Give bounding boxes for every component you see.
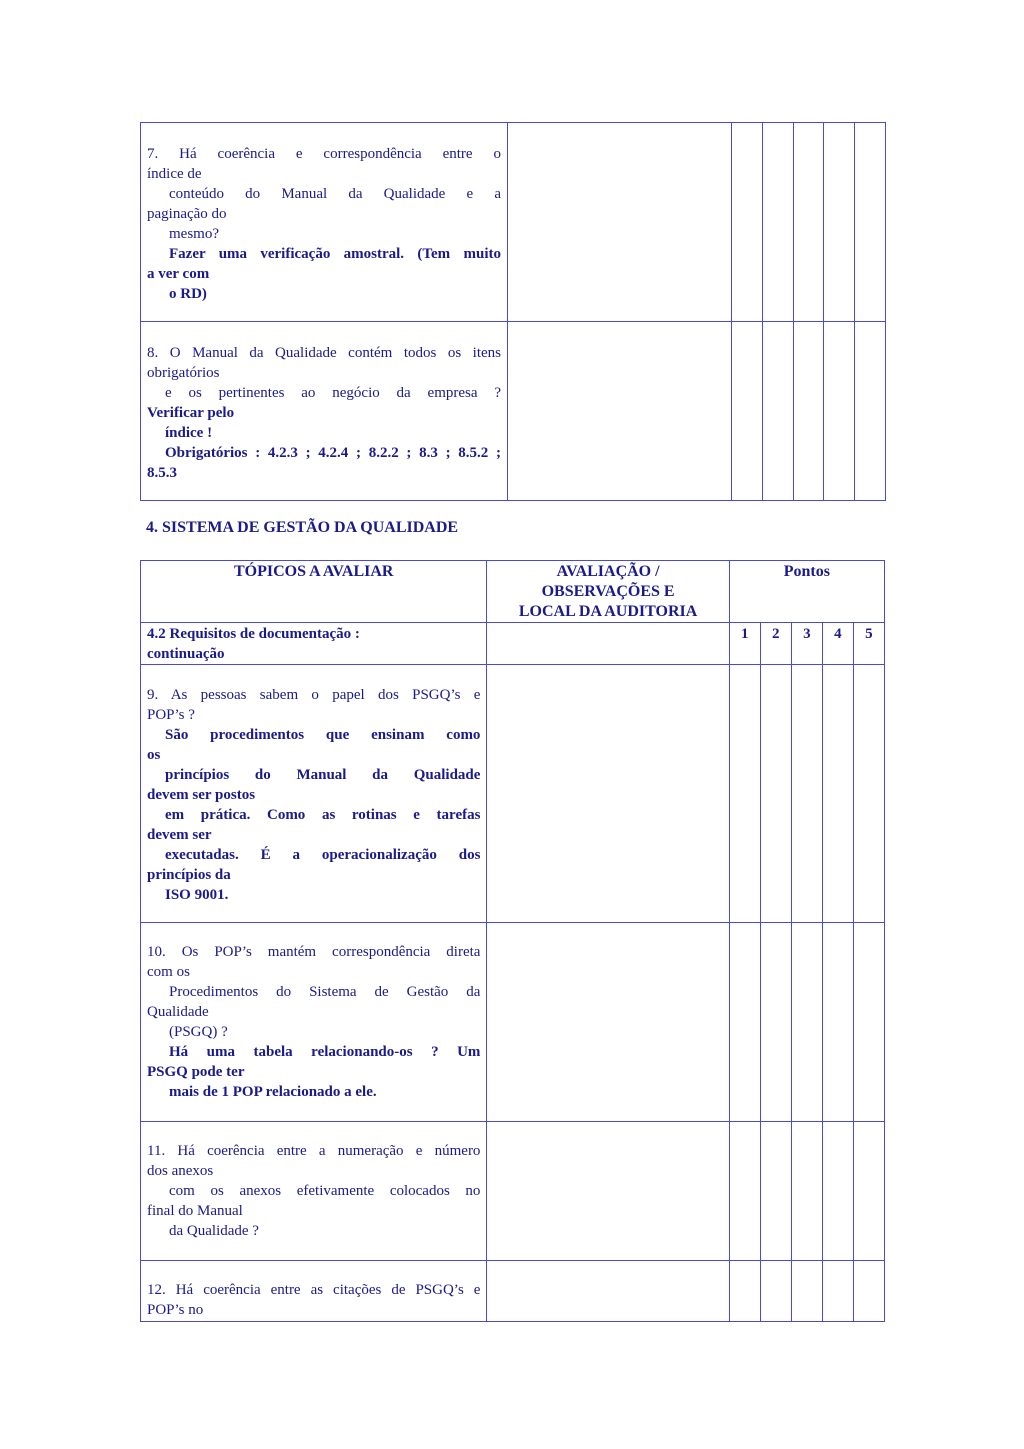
point-1-header: 1 (729, 623, 760, 665)
checklist-table-continued (140, 122, 886, 501)
question-cell (141, 1261, 487, 1322)
question-text-line: 11. Há coerência entre a numeração e número (147, 1143, 481, 1159)
question-text-line: Fazer uma verificação amostral. (Tem muito (169, 246, 501, 262)
score-cell-4[interactable] (822, 1122, 853, 1261)
question-text-line: com os (147, 964, 190, 980)
question-text-line: POP’s no (147, 1302, 204, 1318)
point-4-header: 4 (822, 623, 853, 665)
question-text-line: Obrigatórios : 4.2.3 ; 4.2.4 ; 8.2.2 ; 8.3 ; 8.5.2 ; (165, 445, 501, 461)
question-text-line: conteúdo do Manual da Qualidade e a (169, 186, 501, 202)
question-text-line: mais de 1 POP relacionado a ele. (169, 1084, 377, 1100)
question-text-line: mesmo? (169, 226, 219, 242)
question-text-line: Há uma tabela relacionando-os ? Um (169, 1044, 481, 1060)
question-row-11 (141, 1122, 885, 1261)
checklist-table (140, 560, 885, 1322)
evaluation-cell[interactable] (487, 923, 729, 1122)
question-text-line: devem ser postos (147, 787, 256, 803)
question-text-line: índice de (147, 166, 202, 182)
score-cell-5[interactable] (853, 1261, 884, 1322)
question-text-line: 12. Há coerência entre as citações de PSGQ’s e (147, 1282, 481, 1298)
evaluation-cell[interactable] (487, 1261, 729, 1322)
question-text-line: em prática. Como as rotinas e tarefas (165, 807, 481, 823)
question-text-line: 8.5.3 (147, 465, 177, 481)
question-text-line: obrigatórios (147, 365, 220, 381)
score-cell-1[interactable] (729, 923, 760, 1122)
subheader-row (141, 623, 885, 665)
question-text-line: 10. Os POP’s mantém correspondência direta (147, 944, 481, 960)
evaluation-cell[interactable] (487, 1122, 729, 1261)
score-cell-4[interactable] (822, 923, 853, 1122)
question-row-9 (141, 665, 885, 923)
evaluation-header (487, 561, 729, 623)
score-cell-1[interactable] (729, 665, 760, 923)
question-row-7 (141, 123, 886, 322)
score-cell-3[interactable] (791, 665, 822, 923)
score-cell-1[interactable] (729, 1261, 760, 1322)
question-text-line: 8. O Manual da Qualidade contém todos os itens (147, 345, 501, 361)
score-cell-3[interactable] (791, 1261, 822, 1322)
question-row-8 (141, 322, 886, 501)
evaluation-cell[interactable] (508, 123, 732, 322)
points-header-label: Pontos (783, 563, 830, 580)
question-row-10 (141, 923, 885, 1122)
point-3-header: 3 (791, 623, 822, 665)
question-text-line: princípios do Manual da Qualidade (165, 767, 481, 783)
question-cell (141, 1122, 487, 1261)
score-cell-2[interactable] (760, 1122, 791, 1261)
question-cell (141, 923, 487, 1122)
point-5-header: 5 (853, 623, 884, 665)
question-text-line: princípios da (147, 867, 231, 883)
question-text-line: o RD) (169, 286, 207, 302)
question-text-line: e os pertinentes ao negócio da empresa ? (165, 385, 501, 401)
subheader-label-cell (141, 623, 487, 665)
topics-header-label: TÓPICOS A AVALIAR (233, 563, 394, 580)
score-cell-2[interactable] (763, 123, 794, 322)
score-cell-1[interactable] (732, 322, 763, 501)
score-cell-5[interactable] (853, 923, 884, 1122)
score-cell-4[interactable] (822, 665, 853, 923)
table-header-row (141, 561, 885, 623)
question-text-line: os (147, 747, 161, 763)
score-cell-5[interactable] (855, 123, 886, 322)
score-cell-1[interactable] (729, 1122, 760, 1261)
score-cell-5[interactable] (853, 1122, 884, 1261)
score-cell-3[interactable] (794, 123, 824, 322)
question-cell (141, 322, 508, 501)
score-cell-4[interactable] (822, 1261, 853, 1322)
question-text-line: Verificar pelo (147, 405, 235, 421)
topics-header (141, 561, 487, 623)
question-text-line: Qualidade (147, 1004, 209, 1020)
question-text-line: (PSGQ) ? (169, 1024, 228, 1040)
evaluation-cell[interactable] (487, 623, 729, 665)
question-text-line: ISO 9001. (165, 887, 229, 903)
question-text-line: a ver com (147, 266, 210, 282)
question-text-line: São procedimentos que ensinam como (165, 727, 481, 743)
question-text-line: Procedimentos do Sistema de Gestão da (169, 984, 481, 1000)
points-header (729, 561, 884, 623)
evaluation-cell[interactable] (508, 322, 732, 501)
evaluation-header-line: LOCAL DA AUDITORIA (518, 603, 698, 620)
score-cell-5[interactable] (855, 322, 886, 501)
question-text-line: 7. Há coerência e correspondência entre o (147, 146, 501, 162)
score-cell-2[interactable] (763, 322, 794, 501)
question-text-line: da Qualidade ? (169, 1223, 259, 1239)
question-cell (141, 665, 487, 923)
evaluation-header-line: OBSERVAÇÕES E (541, 583, 675, 600)
score-cell-1[interactable] (732, 123, 763, 322)
evaluation-cell[interactable] (487, 665, 729, 923)
question-text-line: com os anexos efetivamente colocados no (169, 1183, 481, 1199)
question-text-line: dos anexos (147, 1163, 214, 1179)
score-cell-3[interactable] (791, 923, 822, 1122)
subheader-label: 4.2 Requisitos de documentação : (147, 626, 360, 642)
section-title: 4. SISTEMA DE GESTÃO DA QUALIDADE (146, 519, 459, 536)
score-cell-2[interactable] (760, 665, 791, 923)
question-text-line: devem ser (147, 827, 212, 843)
point-2-header: 2 (760, 623, 791, 665)
question-text-line: PSGQ pode ter (147, 1064, 245, 1080)
subheader-label: continuação (147, 646, 225, 662)
question-cell (141, 123, 508, 322)
question-text-line: índice ! (165, 425, 213, 441)
question-text-line: 9. As pessoas sabem o papel dos PSGQ’s e (147, 687, 481, 703)
score-cell-2[interactable] (760, 1261, 791, 1322)
score-cell-5[interactable] (853, 665, 884, 923)
question-row-12 (141, 1261, 885, 1322)
score-cell-3[interactable] (794, 322, 824, 501)
score-cell-3[interactable] (791, 1122, 822, 1261)
question-text-line: POP’s ? (147, 707, 195, 723)
question-text-line: executadas. É a operacionalização dos (165, 847, 481, 863)
question-text-line: final do Manual (147, 1203, 243, 1219)
question-text-line: paginação do (147, 206, 227, 222)
score-cell-2[interactable] (760, 923, 791, 1122)
score-cell-4[interactable] (824, 322, 855, 501)
evaluation-header-line: AVALIAÇÃO / (556, 563, 660, 580)
score-cell-4[interactable] (824, 123, 855, 322)
